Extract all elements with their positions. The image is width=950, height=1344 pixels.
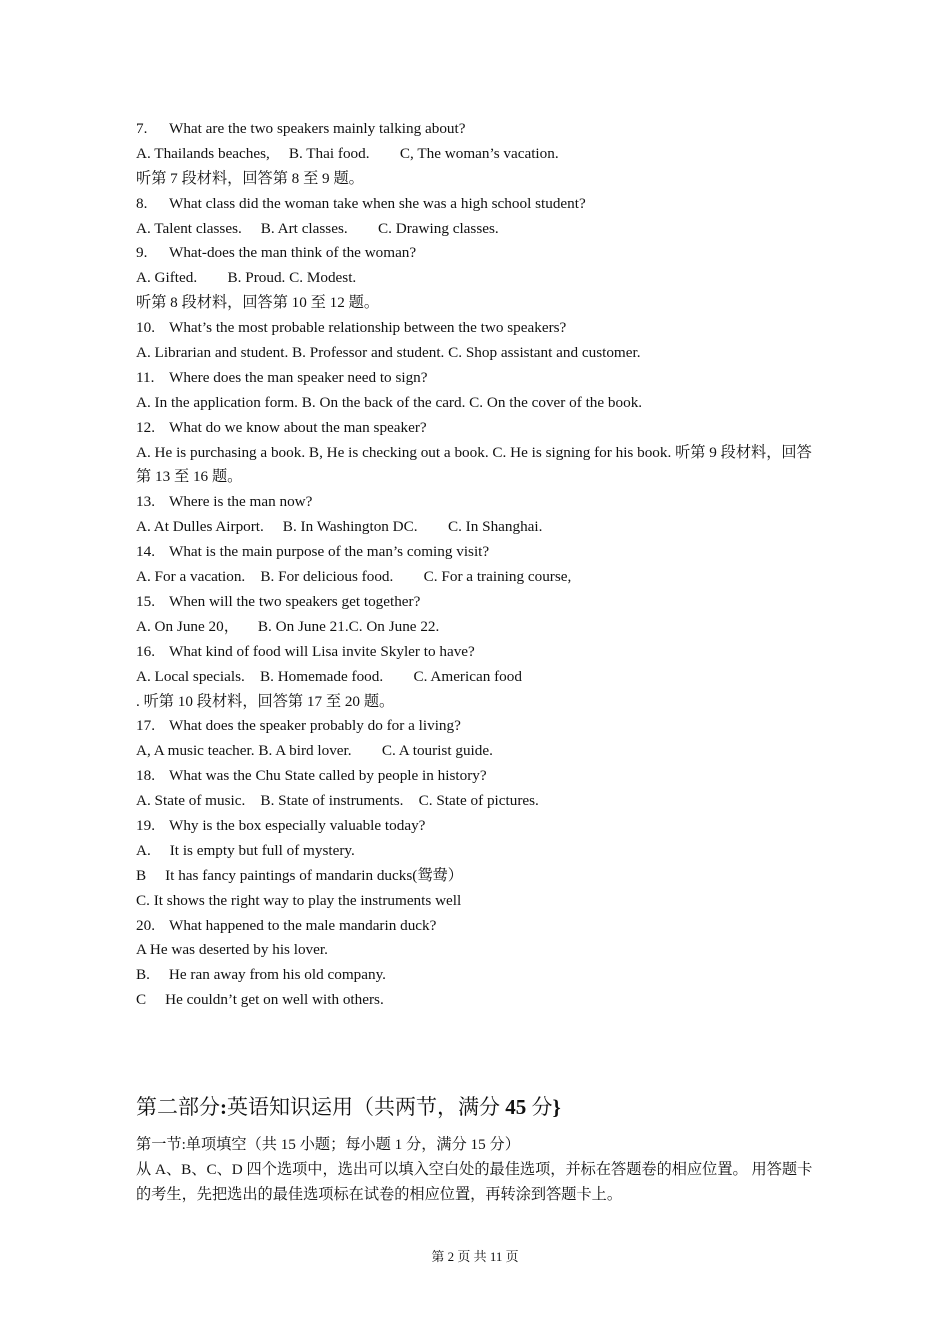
option-line: B. He ran away from his old company. — [136, 966, 386, 984]
question-text: What do we know about the man speaker? — [169, 418, 427, 436]
question-text: What are the two speakers mainly talking about? — [169, 120, 466, 137]
question-text: What kind of food will Lisa invite Skyler to have? — [169, 642, 475, 660]
question-number: 7. — [136, 120, 148, 137]
option-line: A. Thailands beaches, B. Thai food. C, The woman’s vacation. — [136, 144, 559, 162]
option-line: A. For a vacation. B. For delicious food. C. For a training course, — [136, 568, 572, 586]
question-number: 15. — [136, 592, 155, 610]
question-number: 8. — [136, 194, 148, 212]
question-number: 20. — [136, 916, 155, 934]
question-number: 18. — [136, 767, 155, 785]
option-line: B It has fancy paintings of mandarin ducks(鸳鸯） — [136, 866, 463, 884]
question-text: What was the Chu State called by people in history? — [169, 767, 487, 785]
page-footer: 第 2 页 共 11 页 — [431, 1249, 519, 1264]
question-text: What does the speaker probably do for a living? — [169, 717, 461, 735]
question-line — [136, 366, 826, 391]
question-text: What is the main purpose of the man’s coming visit? — [169, 543, 490, 561]
option-line: A. On June 20， B. On June 21.C. On June 22. — [136, 617, 440, 635]
subsection-heading: 第一节:单项填空（共 15 小题；每小题 1 分，满分 15 分） — [136, 1136, 520, 1153]
section-instruction-line: 听第 7 段材料，回答第 8 至 9 题。 — [136, 169, 364, 187]
question-number: 10. — [136, 319, 155, 337]
question-line — [136, 316, 826, 341]
option-line: A. At Dulles Airport. B. In Washington DC. C. In Shanghai. — [136, 518, 543, 536]
section-instruction-line: 听第 8 段材料，回答第 10 至 12 题。 — [136, 294, 379, 312]
option-line: A He was deserted by his lover. — [136, 941, 328, 959]
question-line — [136, 590, 826, 615]
question-line — [136, 241, 826, 266]
question-text: Where is the man now? — [169, 493, 313, 511]
question-text: What class did the woman take when she was a high school student? — [169, 194, 586, 212]
option-line: A, A music teacher. B. A bird lover. C. A tourist guide. — [136, 742, 493, 760]
option-line: C He couldn’t get on well with others. — [136, 991, 384, 1009]
question-text: What’s the most probable relationship between the two speakers? — [169, 319, 567, 337]
question-number: 17. — [136, 717, 155, 735]
question-line — [136, 117, 826, 142]
option-line: A. He is purchasing a book. B, He is checking out a book. C. He is signing for his book. 听第 9 段材料，回答第 13 至 16 题。 — [136, 443, 812, 486]
question-number: 19. — [136, 816, 155, 834]
option-line: A. Local specials. B. Homemade food. C. American food — [136, 667, 522, 685]
question-text: When will the two speakers get together? — [169, 592, 421, 610]
section-title: 第二部分:英语知识运用（共两节，满分 45 分} — [136, 1095, 561, 1119]
question-number: 12. — [136, 418, 155, 436]
question-text: Why is the box especially valuable today? — [169, 816, 426, 834]
question-line — [136, 914, 826, 939]
option-line: A. State of music. B. State of instruments. C. State of pictures. — [136, 792, 539, 810]
part-two-section — [136, 1092, 826, 1207]
question-number: 14. — [136, 543, 155, 561]
question-number: 9. — [136, 244, 148, 262]
question-line — [136, 192, 826, 217]
question-line — [136, 640, 826, 665]
question-line — [136, 714, 826, 739]
question-line — [136, 540, 826, 565]
question-line — [136, 416, 826, 441]
question-line — [136, 814, 826, 839]
option-line: A. It is empty but full of mystery. — [136, 841, 355, 859]
question-text: What-does the man think of the woman? — [169, 244, 417, 262]
question-line — [136, 490, 826, 515]
section-instructions: 从 A、B、C、D 四个选项中，选出可以填入空白处的最佳选项，并标在答题卷的相应位置。 用答题卡的考生，先把选出的最佳选项标在试卷的相应位置，再转涂到答题卡上。 — [136, 1161, 813, 1203]
section-instruction-line: . 听第 10 段材料，回答第 17 至 20 题。 — [136, 692, 395, 710]
question-number: 11. — [136, 368, 155, 386]
question-number: 16. — [136, 642, 155, 660]
option-line: A. Gifted. B. Proud. C. Modest. — [136, 269, 357, 287]
option-line: C. It shows the right way to play the instruments well — [136, 891, 462, 909]
option-line: A. Librarian and student. B. Professor and student. C. Shop assistant and customer. — [136, 344, 641, 362]
question-text: What happened to the male mandarin duck? — [169, 916, 437, 934]
question-number: 13. — [136, 493, 155, 511]
listening-questions — [136, 117, 826, 1013]
option-line: A. Talent classes. B. Art classes. C. Drawing classes. — [136, 219, 499, 237]
question-line — [136, 764, 826, 789]
option-line: A. In the application form. B. On the back of the card. C. On the cover of the book. — [136, 393, 643, 411]
question-text: Where does the man speaker need to sign? — [169, 368, 428, 386]
